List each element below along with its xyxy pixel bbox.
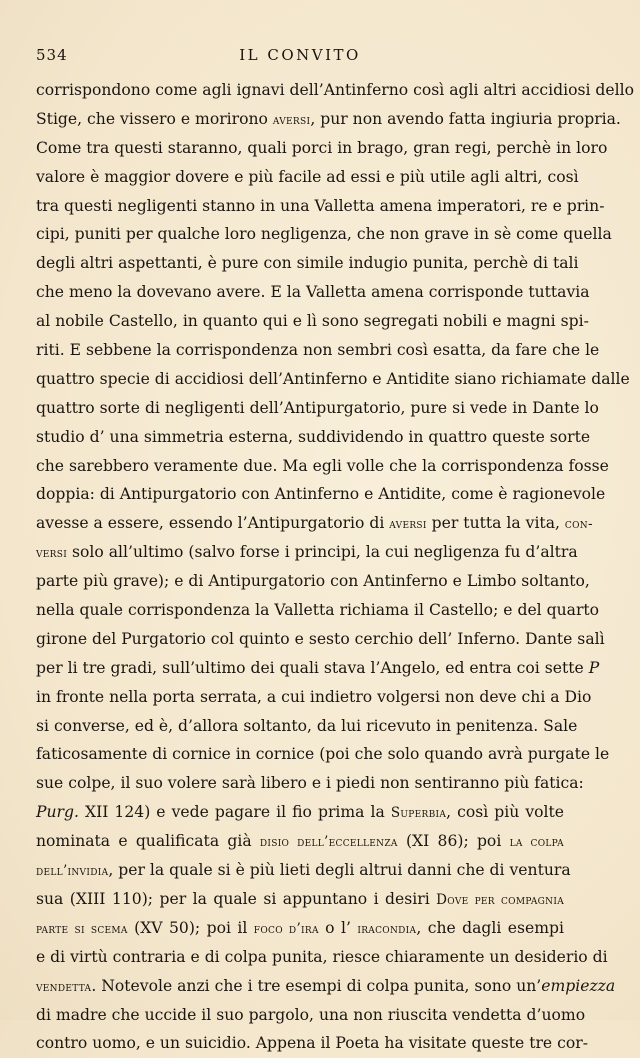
text-line bbox=[36, 654, 600, 683]
text-line bbox=[36, 509, 593, 538]
text-run: , pur non avendo fatta ingiuria propria. bbox=[310, 109, 621, 128]
text-run: sue colpe, il suo volere sarà libero e i piedi non sentiranno più fatica: bbox=[36, 774, 584, 793]
text-run: per li tre gradi, sull’ultimo dei quali stava l’Angelo, ed entra coi sette bbox=[36, 658, 589, 677]
text-run: avesse a essere, essendo l’Antipurgatorio di bbox=[36, 514, 390, 533]
text-line bbox=[36, 278, 590, 307]
text-line bbox=[36, 914, 564, 943]
small-caps-text: parte si scema bbox=[36, 920, 128, 937]
text-line bbox=[36, 105, 621, 134]
text-run: corrispondono come agli ignavi dell’Antinferno così agli altri accidiosi dello bbox=[36, 81, 634, 99]
text-run: (XV 50); poi il bbox=[127, 918, 254, 937]
text-line bbox=[36, 336, 600, 365]
small-caps-text: aversi bbox=[389, 516, 427, 533]
body-text bbox=[36, 76, 634, 1058]
text-line bbox=[36, 769, 584, 798]
book-page bbox=[36, 42, 634, 1058]
text-run: cipi, puniti per qualche loro negligenza, che non grave in sè come quella bbox=[36, 225, 612, 244]
text-line bbox=[36, 1001, 586, 1030]
text-line bbox=[36, 423, 591, 452]
text-run: Stige, che vissero e morirono bbox=[36, 109, 273, 128]
text-run: sua (XIII 110); per la quale si appuntano i desiri bbox=[36, 889, 437, 908]
text-line bbox=[36, 827, 564, 856]
text-run: riti. E sebbene la corrispondenza non sembri così esatta, da fare che le bbox=[36, 341, 600, 360]
text-line bbox=[36, 452, 609, 481]
small-caps-text: vendetta bbox=[36, 978, 92, 995]
text-run: in fronte nella porta serrata, a cui indietro volgersi non deve chi a Dio bbox=[36, 687, 592, 706]
small-caps-text: foco d’ira bbox=[253, 920, 319, 937]
text-line bbox=[36, 740, 610, 769]
text-run: studio d’ una simmetria esterna, suddividendo in quattro queste sorte bbox=[36, 427, 591, 446]
small-caps-text: con- bbox=[564, 516, 593, 533]
text-run: che sarebbero veramente due. Ma egli volle che la corrispondenza fosse bbox=[36, 456, 609, 475]
text-run: . Notevole anzi che i tre esempi di colpa punita, sono un’ bbox=[91, 976, 542, 995]
running-title: IL CONVITO bbox=[239, 46, 361, 64]
text-run: tra questi negligenti stanno in una Valletta amena imperatori, re e prin- bbox=[36, 196, 605, 215]
text-run: si converse, ed è, d’allora soltanto, da lui ricevuto in penitenza. Sale bbox=[36, 716, 578, 735]
text-line bbox=[36, 972, 616, 1001]
text-run: (XI 86); poi bbox=[397, 832, 510, 851]
running-head bbox=[36, 42, 564, 68]
page-number: 534 bbox=[36, 46, 68, 64]
text-line bbox=[36, 394, 599, 423]
text-line bbox=[36, 76, 634, 105]
text-run: di madre che uccide il suo pargolo, una non riuscita vendetta d’uomo bbox=[36, 1005, 586, 1024]
text-line bbox=[36, 712, 578, 741]
text-run: faticosamente di cornice in cornice (poi che solo quando avrà purgate le bbox=[36, 745, 610, 764]
text-line bbox=[36, 163, 579, 192]
text-line bbox=[36, 625, 605, 654]
text-line bbox=[36, 798, 564, 827]
small-caps-text: aversi bbox=[272, 111, 311, 128]
small-caps-text: dell’invidia bbox=[36, 863, 109, 880]
text-run: doppia: di Antipurgatorio con Antinferno e Antidite, come è ragionevole bbox=[36, 485, 606, 504]
text-run: Come tra questi staranno, quali porci in brago, gran regi, perchè in loro bbox=[36, 138, 608, 157]
text-run: , per la quale si è più lieti degli altrui danni che di ventura bbox=[108, 861, 571, 880]
text-line bbox=[36, 856, 571, 885]
italic-text: P bbox=[588, 658, 600, 677]
text-run: solo all’ultimo (salvo forse i principi, la cui negligenza fu d’altra bbox=[67, 543, 578, 562]
text-line bbox=[36, 307, 589, 336]
text-run: per tutta la vita, bbox=[426, 514, 565, 533]
text-run: che meno la dovevano avere. E la Valletta amena corrisponde tuttavia bbox=[36, 283, 590, 302]
small-caps-text: Dove per compagnia bbox=[436, 891, 565, 908]
text-line bbox=[36, 943, 608, 972]
italic-text: Purg. bbox=[36, 803, 79, 822]
text-run: nominata e qualificata già bbox=[36, 832, 260, 851]
text-run: , che dagli esempi bbox=[416, 918, 565, 937]
text-run: , così più volte bbox=[446, 803, 565, 822]
text-run: quattro sorte di negligenti dell’Antipurgatorio, pure si vede in Dante lo bbox=[36, 398, 599, 417]
text-run: contro uomo, e un suicidio. Appena il Poeta ha visitate queste tre cor- bbox=[36, 1034, 588, 1053]
text-line bbox=[36, 885, 564, 914]
italic-text: empiezza bbox=[541, 976, 616, 995]
small-caps-text: iracondia bbox=[357, 920, 417, 937]
text-run: al nobile Castello, in quanto qui e lì sono segregati nobili e magni spi- bbox=[36, 312, 589, 331]
text-line bbox=[36, 538, 578, 567]
text-run: girone del Purgatorio col quinto e sesto cerchio dell’ Inferno. Dante salì bbox=[36, 629, 605, 648]
text-line bbox=[36, 365, 630, 394]
text-run: parte più grave); e di Antipurgatorio con Antinferno e Limbo soltanto, bbox=[36, 572, 590, 591]
text-run: degli altri aspettanti, è pure con simile indugio punita, perchè di tali bbox=[36, 254, 579, 273]
text-line bbox=[36, 567, 590, 596]
text-run: quattro specie di accidiosi dell’Antinferno e Antidite siano richiamate dalle bbox=[36, 369, 630, 388]
text-line bbox=[36, 1029, 588, 1058]
text-run: XII 124) e vede pagare il fio prima la bbox=[78, 803, 391, 822]
text-run: valore è maggior dovere e più facile ad essi e più utile agli altri, così bbox=[36, 167, 579, 186]
text-run: o l’ bbox=[318, 918, 358, 937]
text-line bbox=[36, 683, 592, 712]
text-run: nella quale corrispondenza la Valletta richiama il Castello; e del quarto bbox=[36, 601, 600, 620]
text-line bbox=[36, 220, 612, 249]
text-line bbox=[36, 134, 608, 163]
small-caps-text: Superbia bbox=[390, 805, 447, 822]
text-line bbox=[36, 249, 579, 278]
text-line bbox=[36, 480, 606, 509]
text-line bbox=[36, 596, 600, 625]
text-line bbox=[36, 192, 605, 221]
small-caps-text: la colpa bbox=[509, 834, 564, 851]
small-caps-text: versi bbox=[36, 545, 68, 562]
small-caps-text: disio dell’eccellenza bbox=[259, 834, 398, 851]
text-run: e di virtù contraria e di colpa punita, riesce chiaramente un desiderio di bbox=[36, 947, 608, 966]
